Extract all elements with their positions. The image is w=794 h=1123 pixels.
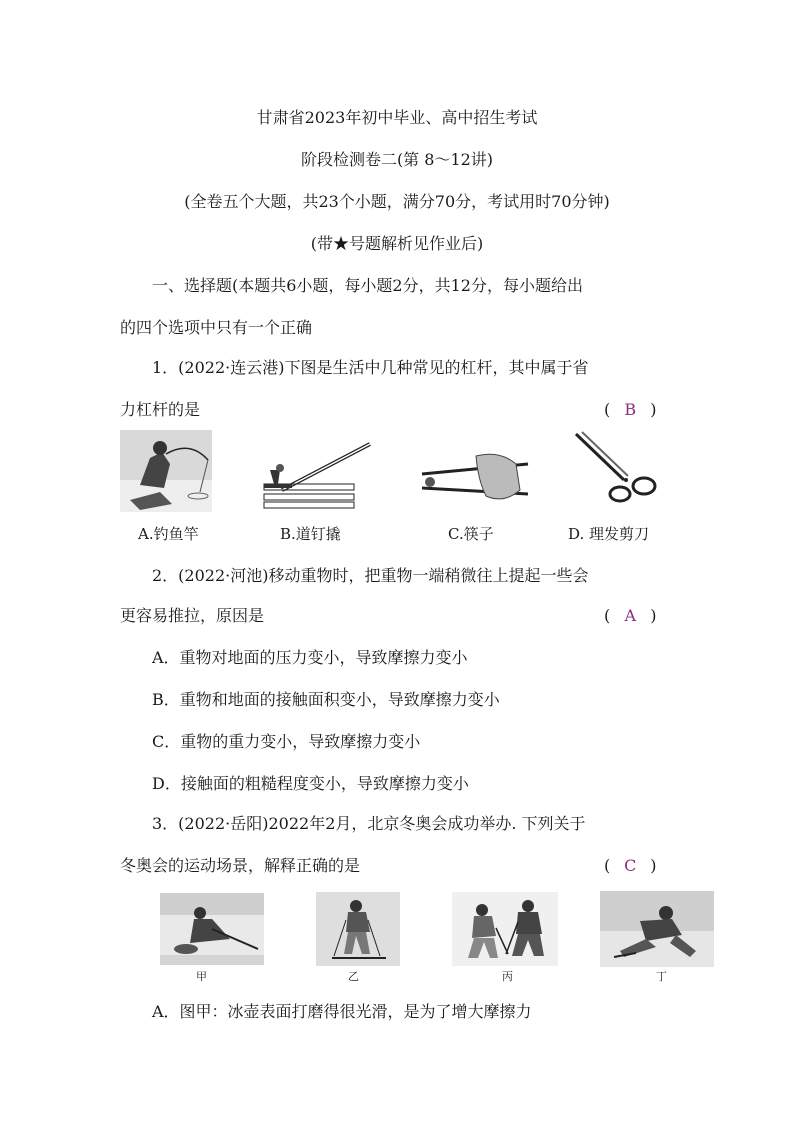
section-heading-line1: 一、选择题(本题共6小题，每小题2分，共12分，每小题给出 bbox=[152, 276, 583, 295]
exam-title: 甘肃省2023年初中毕业、高中招生考试 bbox=[256, 108, 538, 127]
q2-answer-slot: ( A ) bbox=[604, 606, 657, 625]
q2-option-d: D．接触面的粗糙程度变小，导致摩擦力变小 bbox=[152, 774, 469, 793]
q2-option-a: A．重物对地面的压力变小，导致摩擦力变小 bbox=[152, 648, 468, 667]
rail-crowbar-figure bbox=[262, 440, 372, 512]
curling-figure bbox=[160, 893, 264, 965]
exam-subtitle: 阶段检测卷二(第 8～12讲) bbox=[300, 150, 494, 169]
q1-answer-slot: ( B ) bbox=[604, 400, 657, 419]
q2-stem-line1: 2．(2022·河池)移动重物时，把重物一端稍微往上提起一些会 bbox=[152, 566, 589, 585]
q3-answer-slot: ( C ) bbox=[604, 856, 657, 875]
q1-stem-line2: 力杠杆的是 bbox=[120, 400, 201, 419]
q1-answer: B bbox=[624, 400, 637, 419]
q3-stem-line1: 3．(2022·岳阳)2022年2月，北京冬奥会成功举办. 下列关于 bbox=[152, 814, 586, 833]
q3-caption-ding: 丁 bbox=[656, 970, 667, 983]
q2-answer: A bbox=[624, 606, 637, 625]
q1-stem-line1: 1．(2022·连云港)下图是生活中几种常见的杠杆，其中属于省 bbox=[152, 358, 589, 377]
q2-option-c: C．重物的重力变小，导致摩擦力变小 bbox=[152, 732, 421, 751]
exam-info: (全卷五个大题，共23个小题，满分70分，考试用时70分钟) bbox=[184, 192, 610, 211]
exam-note: (带★号题解析见作业后) bbox=[310, 234, 484, 253]
chopsticks-figure bbox=[420, 450, 530, 506]
q1-caption-a: A.钓鱼竿 bbox=[138, 525, 199, 543]
q1-caption-b: B.道钉撬 bbox=[280, 525, 341, 543]
section-heading-line2: 的四个选项中只有一个正确 bbox=[120, 318, 313, 337]
speed-skating-figure bbox=[600, 891, 714, 967]
q3-answer: C bbox=[624, 856, 637, 875]
q2-stem-line2: 更容易推拉，原因是 bbox=[120, 606, 265, 625]
q3-caption-jia: 甲 bbox=[196, 970, 207, 983]
q2-option-b: B．重物和地面的接触面积变小，导致摩擦力变小 bbox=[152, 690, 500, 709]
q3-option-a: A．图甲：冰壶表面打磨得很光滑，是为了增大摩擦力 bbox=[152, 1002, 532, 1021]
scissors-figure bbox=[572, 430, 662, 510]
fishing-rod-figure bbox=[120, 430, 212, 512]
q1-caption-d: D. 理发剪刀 bbox=[568, 525, 650, 543]
q3-caption-yi: 乙 bbox=[348, 970, 359, 983]
q3-caption-bing: 丙 bbox=[502, 970, 513, 983]
ice-hockey-figure bbox=[452, 892, 558, 966]
q3-stem-line2: 冬奥会的运动场景，解释正确的是 bbox=[120, 856, 361, 875]
skiing-figure bbox=[316, 892, 400, 966]
q1-caption-c: C.筷子 bbox=[448, 525, 494, 543]
